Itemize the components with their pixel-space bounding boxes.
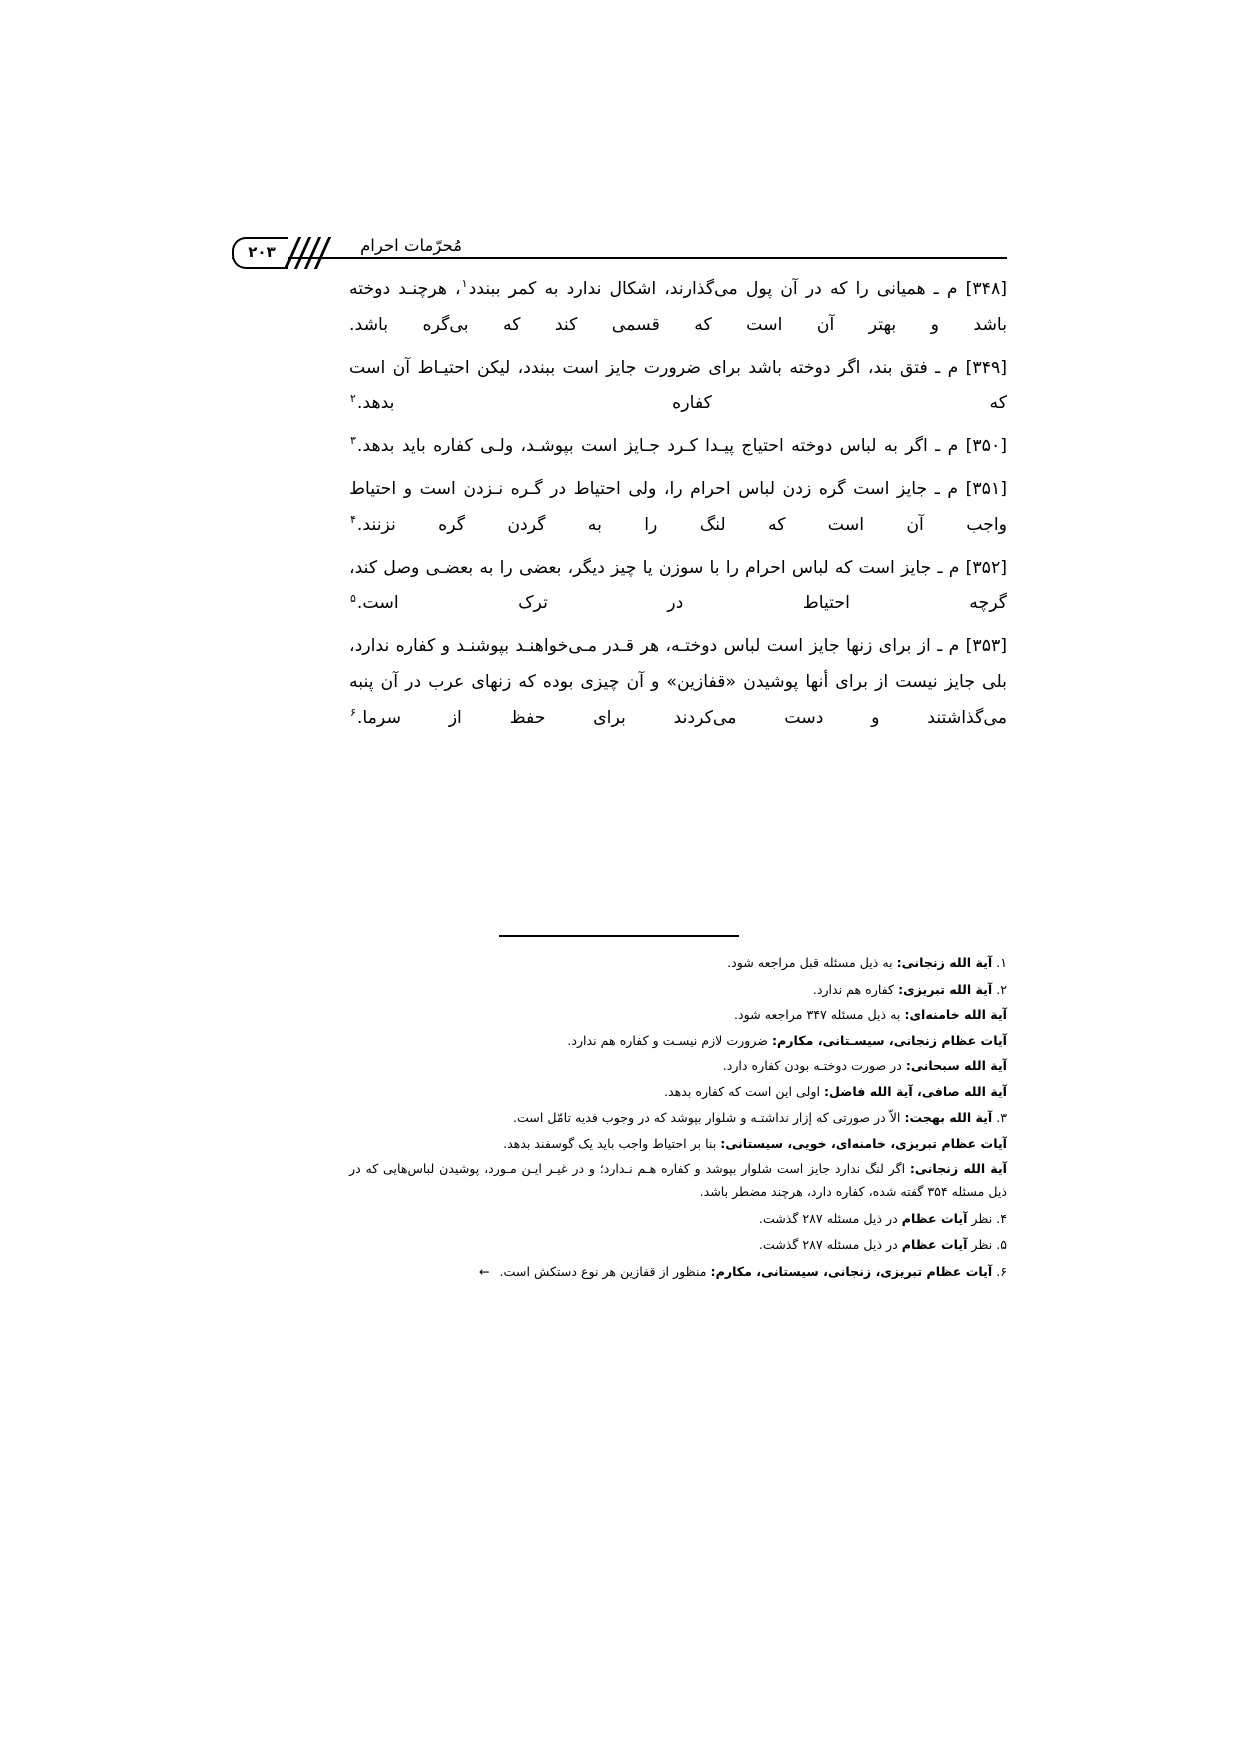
footnote-authority: آيات عظام زنجانی، سیسـتانی، مکارم:	[772, 1032, 1007, 1048]
footnote-marker: ۵.	[996, 1237, 1007, 1253]
folio-box	[232, 237, 288, 269]
masala-text: همیانی را که در آن پول می‌گذارند، اشکال ندارد به کمر ببندد	[468, 279, 926, 299]
footnote-marker: ۳.	[996, 1110, 1007, 1126]
masala-text: جایز است گره زدن لباس احرام را، ولی احتیاط در گـره نـزدن است و احتیاط واجب آن است که لنگ را به گردن گره نزنند.	[349, 478, 1007, 535]
masala-dash: ـ	[934, 478, 940, 499]
masala-text: جایز است که لباس احرام را با سوزن یا چیز دیگر، بعضی را به بعضـی وصل کند، گرچه احتیاط در ترک است.	[349, 557, 1007, 614]
footnote-6	[349, 1261, 1007, 1283]
page-number: ۲۰۳	[248, 242, 276, 261]
footnote-5	[349, 1234, 1007, 1256]
footnote-3	[349, 1107, 1007, 1203]
footnote-ref-6[interactable]: ۶	[350, 706, 356, 719]
masala-352	[349, 551, 1007, 623]
masala-number: [۳۵۱]	[965, 478, 1007, 499]
masala-marker: م	[948, 557, 960, 578]
footnote-text: در ذیل مسئله ۲۸۷ گذشت.	[758, 1210, 902, 1226]
masala-number: [۳۵۲]	[965, 557, 1007, 578]
footnote-authority: آية الله بهجت:	[904, 1110, 993, 1126]
footnote-separator	[499, 935, 739, 937]
masala-dash: ـ	[935, 357, 941, 378]
footnote-ref-4[interactable]: ۴	[350, 513, 356, 527]
body-text	[349, 272, 1007, 737]
masala-number: [۳۴۸]	[965, 279, 1007, 299]
continuation-arrow-icon: ←	[478, 1264, 490, 1280]
footnote-4	[349, 1208, 1007, 1230]
masala-353	[349, 629, 1007, 736]
footnote-subline	[349, 1004, 1007, 1026]
masala-marker: م	[946, 279, 958, 299]
masala-text: فتق بند، اگر دوخته باشد برای ضرورت جایز است ببندد، لیکن احتیـاط آن است که کفاره بدهد.	[349, 357, 1007, 414]
masala-dash: ـ	[937, 557, 943, 578]
footnote-text: به ذیل مسئله ۳۴۷ مراجعه شود.	[734, 1007, 901, 1023]
footnote-ref-5[interactable]: ۵	[350, 591, 356, 605]
footnote-authority: آية الله صافی، آية الله فاضل:	[823, 1083, 1007, 1099]
masala-text: از برای زنها جایز است لباس دوختـه، هر قـدر مـی‌خواهنـد بپوشنـد و کفاره ندارد، بلی جایز نیست از برای أنها پوشیدن «قفازین» و آن چیزی بوده که زنهای عرب در آن پنبه می‌گذاشتند و دست می‌کردند برای حفظ از سرما.	[349, 636, 1007, 728]
footnote-text: اگر لنگ ندارد جایز است شلوار بپوشد و کفاره هـم نـدارد؛ و در غیـر ایـن مـورد، پوشیدن لباس‌هایی که در ذیل مسئله ۳۵۴ گفته شده، کفاره دارد، هرچند مضطر باشد.	[349, 1161, 1007, 1199]
folio-slash-ornament	[288, 237, 334, 269]
running-header	[232, 215, 1007, 267]
masala-351	[349, 472, 1007, 544]
masala-marker: م	[947, 478, 959, 499]
footnote-text-pre: نظر	[967, 1210, 993, 1226]
masala-350	[349, 429, 1007, 465]
footnote-text: اولی این است که کفاره بدهد.	[664, 1083, 820, 1099]
footnote-marker: ۴.	[996, 1210, 1007, 1226]
footnote-text: بنا بر احتیاط واجب باید یک گوسفند بدهد.	[503, 1135, 717, 1151]
footnote-authority: آية الله تبریزی:	[898, 981, 993, 997]
footnote-text: ضرورت لازم نیسـت و کفاره هم ندارد.	[567, 1032, 768, 1048]
footnote-authority: آية الله خامنه‌ای:	[904, 1007, 1007, 1023]
footnote-subline	[349, 1055, 1007, 1077]
header-divider	[232, 257, 1007, 259]
footnote-subline	[349, 1133, 1007, 1155]
footnote-authority: آيات عظام	[901, 1237, 968, 1253]
footnote-2	[349, 979, 1007, 1103]
footnote-subline	[349, 1030, 1007, 1052]
footnote-text: در صورت دوختـه بودن کفاره دارد.	[722, 1058, 902, 1074]
masala-dash: ـ	[933, 279, 939, 299]
footnote-ref-2[interactable]: ۲	[350, 391, 356, 405]
footnote-text: منظور از قفازین هر نوع دستکش است.	[499, 1264, 707, 1280]
masala-348	[349, 272, 1007, 344]
footnote-authority: آية الله سبحانی:	[905, 1058, 1007, 1074]
footnote-authority: آية الله زنجانی:	[896, 955, 993, 970]
footnote-text: به ذیل مسئله قبل مراجعه شود.	[727, 955, 893, 970]
footnote-text: الاّ در صورتی که إزار نداشتـه و شلوار بپوشد که در وجوب فدیه تامّل است.	[512, 1110, 901, 1126]
masala-number: [۳۵۳]	[965, 636, 1008, 657]
footnote-subline	[349, 1158, 1007, 1203]
masala-text-tail: ، هرچنـد دوخته باشد و بهتر آن است که قسمی کند که بی‌گره باشد.	[349, 279, 1007, 335]
footnote-marker: ۱.	[996, 955, 1007, 970]
footnote-subline	[349, 1081, 1007, 1103]
footnote-text: در ذیل مسئله ۲۸۷ گذشت.	[758, 1237, 902, 1253]
folio-tab	[232, 237, 334, 269]
masala-text: اگر به لباس دوخته احتیاج پیـدا کـرد جـایز است بپوشـد، ولـی کفاره باید بدهد.	[356, 436, 928, 457]
footnote-ref-1[interactable]: ۱	[461, 277, 468, 291]
masala-number: [۳۴۹]	[965, 357, 1008, 378]
masala-dash: ـ	[935, 436, 941, 457]
masala-marker: م	[948, 636, 960, 657]
masala-marker: م	[947, 357, 959, 378]
footnote-marker: ۲.	[996, 981, 1007, 997]
footnote-authority: آيات عظام تبریزی، زنجانی، سیستانی، مکارم:	[710, 1264, 993, 1280]
masala-marker: م	[947, 436, 959, 457]
footnote-authority: آية الله زنجانی:	[909, 1161, 1007, 1177]
footnote-1	[349, 952, 1007, 974]
page-title: مُحرّمات احرام	[360, 236, 462, 255]
masala-349	[349, 351, 1007, 423]
footnote-text-pre: نظر	[967, 1237, 993, 1253]
masala-dash: ـ	[937, 636, 943, 657]
footnotes-section	[349, 952, 1007, 1288]
footnote-authority: آيات عظام تبریزی، خامنه‌ای، خویی، سیستانی:	[720, 1135, 1007, 1151]
footnote-authority: آيات عظام	[901, 1210, 968, 1226]
footnote-marker: ۶.	[996, 1264, 1007, 1280]
footnote-ref-3[interactable]: ۳	[350, 434, 356, 448]
footnote-text: کفاره هم ندارد.	[812, 981, 895, 997]
masala-number: [۳۵۰]	[965, 436, 1007, 457]
